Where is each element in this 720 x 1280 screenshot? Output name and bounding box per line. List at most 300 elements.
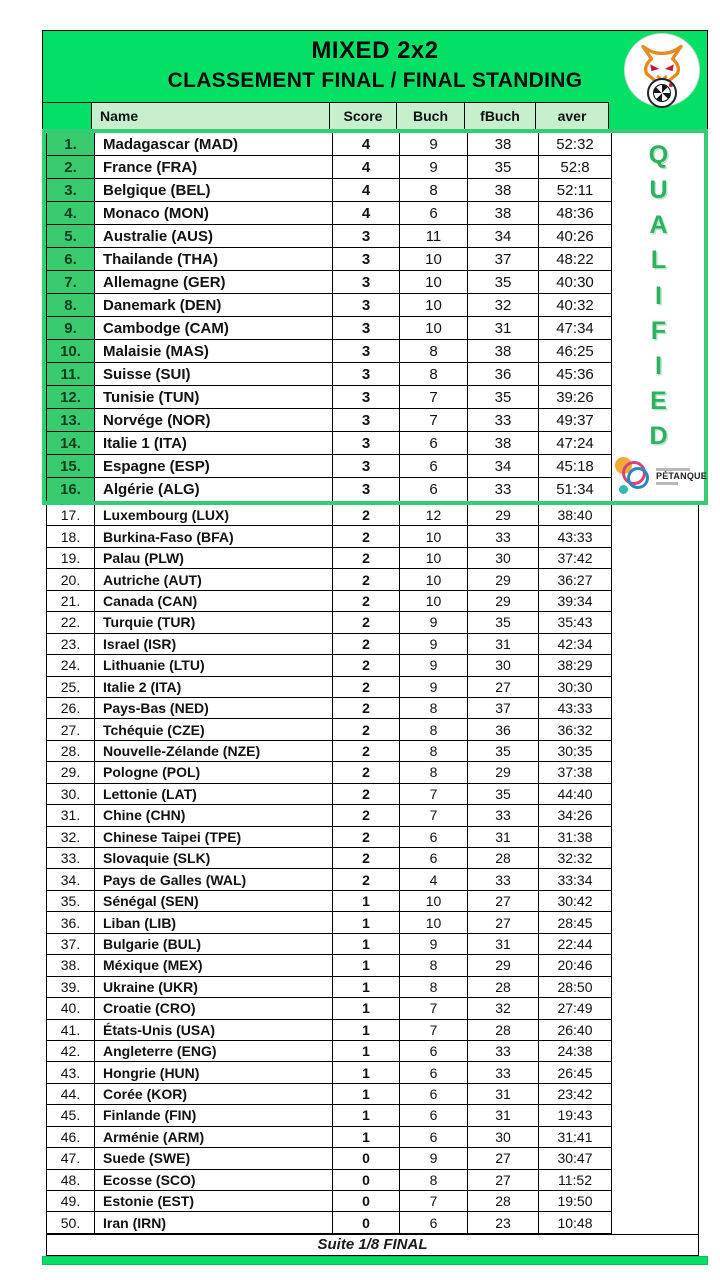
aver-cell: 24:38: [539, 1041, 612, 1062]
standing-row: [46, 741, 613, 762]
buch-cell: 8: [400, 340, 468, 363]
aver-cell: 28:50: [539, 977, 612, 998]
team-name-cell: Lithuanie (LTU): [95, 655, 333, 676]
standing-row: [46, 1084, 613, 1105]
score-cell: 4: [333, 156, 400, 179]
aver-cell: 46:25: [539, 340, 612, 363]
standing-row: [46, 478, 613, 501]
team-name-cell: Sénégal (SEN): [95, 891, 333, 912]
logo-micro-line: [656, 482, 678, 485]
fbuch-cell: 35: [468, 784, 539, 805]
aver-cell: 35:43: [539, 612, 612, 633]
score-column-header: Score: [330, 102, 397, 129]
fbuch-cell: 27: [468, 891, 539, 912]
buch-cell: 7: [400, 1020, 468, 1041]
aver-cell: 19:50: [539, 1191, 612, 1212]
buch-cell: 7: [400, 805, 468, 826]
fbuch-cell: 32: [468, 998, 539, 1019]
team-name-cell: Italie 1 (ITA): [95, 432, 333, 455]
standing-row: [46, 1170, 613, 1191]
standing-row: [46, 1148, 613, 1169]
aver-cell: 23:42: [539, 1084, 612, 1105]
qualified-block: [42, 129, 708, 505]
rank-cell: 26.: [46, 698, 95, 719]
aver-cell: 45:36: [539, 363, 612, 386]
standing-row: [46, 698, 613, 719]
team-name-cell: Chine (CHN): [95, 805, 333, 826]
score-cell: 3: [333, 225, 400, 248]
aver-cell: 28:45: [539, 912, 612, 933]
team-name-cell: Lettonie (LAT): [95, 784, 333, 805]
rank-cell: 19.: [46, 548, 95, 569]
score-cell: 1: [333, 977, 400, 998]
score-cell: 3: [333, 455, 400, 478]
fbuch-cell: 37: [468, 698, 539, 719]
rank-cell: 32.: [46, 827, 95, 848]
team-name-cell: Iran (IRN): [95, 1212, 333, 1233]
buch-cell: 9: [400, 677, 468, 698]
team-name-cell: Ukraine (UKR): [95, 977, 333, 998]
team-name-cell: Pays de Galles (WAL): [95, 869, 333, 890]
non-qualified-block: [46, 505, 699, 1234]
qualified-letter: Q: [648, 141, 669, 169]
fbuch-cell: 29: [468, 955, 539, 976]
buch-cell: 8: [400, 762, 468, 783]
score-cell: 2: [333, 677, 400, 698]
score-cell: 2: [333, 655, 400, 676]
standing-row: [46, 386, 613, 409]
standing-row: [46, 1105, 613, 1126]
team-name-cell: Hongrie (HUN): [95, 1062, 333, 1083]
team-name-cell: Slovaquie (SLK): [95, 848, 333, 869]
score-cell: 2: [333, 698, 400, 719]
header-section: [42, 30, 708, 129]
fbuch-cell: 38: [468, 179, 539, 202]
score-cell: 2: [333, 505, 400, 526]
standing-row: [46, 548, 613, 569]
team-name-cell: Canada (CAN): [95, 591, 333, 612]
footer-note: Suite 1/8 FINAL: [46, 1234, 699, 1256]
team-name-cell: Cambodge (CAM): [95, 317, 333, 340]
score-cell: 4: [333, 179, 400, 202]
rank-cell: 17.: [46, 505, 95, 526]
score-cell: 1: [333, 998, 400, 1019]
fbuch-cell: 28: [468, 977, 539, 998]
jack-ball-icon: [619, 485, 628, 494]
rank-cell: 7.: [46, 271, 95, 294]
rank-cell: 40.: [46, 998, 95, 1019]
aver-cell: 39:26: [539, 386, 612, 409]
fbuch-cell: 35: [468, 156, 539, 179]
fbuch-cell: 31: [468, 317, 539, 340]
standing-row: [46, 156, 613, 179]
team-name-cell: Belgique (BEL): [95, 179, 333, 202]
buch-cell: 7: [400, 1191, 468, 1212]
aver-cell: 42:34: [539, 634, 612, 655]
score-cell: 3: [333, 340, 400, 363]
score-cell: 3: [333, 294, 400, 317]
team-name-cell: Pays-Bas (NED): [95, 698, 333, 719]
aver-column-header: aver: [536, 102, 609, 129]
buch-cell: 6: [400, 202, 468, 225]
aver-cell: 30:42: [539, 891, 612, 912]
rank-cell: 43.: [46, 1062, 95, 1083]
standing-row: [46, 848, 613, 869]
score-cell: 2: [333, 869, 400, 890]
standing-row: [46, 340, 613, 363]
buch-cell: 6: [400, 1062, 468, 1083]
rank-cell: 28.: [46, 741, 95, 762]
team-name-cell: Palau (PLW): [95, 548, 333, 569]
qualified-letter: I: [655, 351, 662, 380]
rank-cell: 41.: [46, 1020, 95, 1041]
score-cell: 0: [333, 1191, 400, 1212]
buch-cell: 8: [400, 977, 468, 998]
aver-cell: 43:33: [539, 698, 612, 719]
standing-row: [46, 955, 613, 976]
rank-cell: 25.: [46, 677, 95, 698]
standing-row: [46, 363, 613, 386]
standing-row: [46, 569, 613, 590]
fbuch-cell: 27: [468, 677, 539, 698]
buch-cell: 10: [400, 526, 468, 547]
buch-cell: 6: [400, 1041, 468, 1062]
rank-cell: 35.: [46, 891, 95, 912]
buch-cell: 7: [400, 784, 468, 805]
fbuch-cell: 38: [468, 340, 539, 363]
score-cell: 2: [333, 569, 400, 590]
team-name-cell: Danemark (DEN): [95, 294, 333, 317]
standing-row: [46, 294, 613, 317]
fbuch-cell: 29: [468, 762, 539, 783]
buch-column-header: Buch: [397, 102, 465, 129]
qualified-letter: A: [649, 211, 668, 240]
fbuch-cell: 27: [468, 1148, 539, 1169]
rank-cell: 22.: [46, 612, 95, 633]
aver-cell: 33:34: [539, 869, 612, 890]
score-cell: 4: [333, 133, 400, 156]
buch-cell: 10: [400, 271, 468, 294]
rank-cell: 45.: [46, 1105, 95, 1126]
score-cell: 1: [333, 1105, 400, 1126]
score-cell: 2: [333, 784, 400, 805]
fbuch-cell: 35: [468, 612, 539, 633]
buch-cell: 9: [400, 934, 468, 955]
qualified-letter: E: [650, 386, 667, 415]
fbuch-cell: 30: [468, 548, 539, 569]
team-name-cell: Suede (SWE): [95, 1148, 333, 1169]
rank-cell: 29.: [46, 762, 95, 783]
rank-cell: 30.: [46, 784, 95, 805]
aver-cell: 52:32: [539, 133, 612, 156]
team-name-cell: France (FRA): [95, 156, 333, 179]
team-name-cell: Espagne (ESP): [95, 455, 333, 478]
buch-cell: 8: [400, 363, 468, 386]
score-cell: 0: [333, 1170, 400, 1191]
qualified-letter: D: [649, 422, 668, 450]
buch-cell: 10: [400, 317, 468, 340]
team-name-cell: Italie 2 (ITA): [95, 677, 333, 698]
bottom-green-bar: [42, 1256, 708, 1265]
rank-cell: 16.: [46, 478, 95, 501]
team-name-cell: États-Unis (USA): [95, 1020, 333, 1041]
score-cell: 2: [333, 848, 400, 869]
score-cell: 2: [333, 634, 400, 655]
aver-cell: 31:41: [539, 1127, 612, 1148]
fbuch-cell: 27: [468, 1170, 539, 1191]
rank-cell: 1.: [46, 133, 95, 156]
team-name-cell: Tchéquie (CZE): [95, 719, 333, 740]
standing-row: [46, 891, 613, 912]
team-name-cell: Arménie (ARM): [95, 1127, 333, 1148]
buch-cell: 8: [400, 1170, 468, 1191]
team-name-cell: Burkina-Faso (BFA): [95, 526, 333, 547]
buch-cell: 9: [400, 612, 468, 633]
standing-row: [46, 202, 613, 225]
fbuch-cell: 28: [468, 1020, 539, 1041]
fbuch-cell: 33: [468, 478, 539, 501]
qualified-side-column: [613, 133, 707, 501]
score-cell: 2: [333, 827, 400, 848]
qualified-letter: F: [650, 316, 667, 345]
aver-cell: 30:35: [539, 741, 612, 762]
team-name-cell: Monaco (MON): [95, 202, 333, 225]
buch-cell: 10: [400, 248, 468, 271]
team-name-cell: Madagascar (MAD): [95, 133, 333, 156]
score-cell: 2: [333, 741, 400, 762]
fbuch-cell: 34: [468, 225, 539, 248]
rank-cell: 36.: [46, 912, 95, 933]
score-cell: 1: [333, 1020, 400, 1041]
aver-cell: 37:38: [539, 762, 612, 783]
fbuch-cell: 38: [468, 202, 539, 225]
buch-cell: 9: [400, 133, 468, 156]
buch-cell: 9: [400, 1148, 468, 1169]
aver-cell: 52:8: [539, 156, 612, 179]
standing-row: [46, 719, 613, 740]
team-name-cell: Turquie (TUR): [95, 612, 333, 633]
buch-cell: 10: [400, 294, 468, 317]
petanque-balls-icon: [615, 455, 653, 497]
buch-cell: 6: [400, 1105, 468, 1126]
score-cell: 3: [333, 248, 400, 271]
aver-cell: 30:47: [539, 1148, 612, 1169]
aver-cell: 52:11: [539, 179, 612, 202]
standing-row: [46, 1191, 613, 1212]
standing-row: [46, 1127, 613, 1148]
buch-cell: 6: [400, 848, 468, 869]
standing-row: [46, 133, 613, 156]
team-name-cell: Liban (LIB): [95, 912, 333, 933]
score-cell: 3: [333, 409, 400, 432]
standing-row: [46, 505, 613, 526]
rank-cell: 27.: [46, 719, 95, 740]
aver-cell: 36:27: [539, 569, 612, 590]
buch-cell: 6: [400, 478, 468, 501]
team-name-cell: Nouvelle-Zélande (NZE): [95, 741, 333, 762]
rank-cell: 37.: [46, 934, 95, 955]
fbuch-cell: 23: [468, 1212, 539, 1233]
aver-cell: 32:32: [539, 848, 612, 869]
buch-cell: 4: [400, 869, 468, 890]
aver-cell: 51:34: [539, 478, 612, 501]
standing-row: [46, 634, 613, 655]
aver-cell: 48:22: [539, 248, 612, 271]
buch-cell: 8: [400, 955, 468, 976]
petanque-federation-logo: [615, 455, 707, 497]
buch-cell: 9: [400, 655, 468, 676]
fbuch-cell: 29: [468, 591, 539, 612]
score-cell: 3: [333, 317, 400, 340]
score-cell: 2: [333, 548, 400, 569]
team-name-cell: Australie (AUS): [95, 225, 333, 248]
score-cell: 1: [333, 891, 400, 912]
fbuch-cell: 33: [468, 869, 539, 890]
fbuch-cell: 31: [468, 1084, 539, 1105]
petanque-ball-emblem-icon: [647, 78, 677, 108]
aver-cell: 11:52: [539, 1170, 612, 1191]
aver-cell: 43:33: [539, 526, 612, 547]
team-name-cell: Israel (ISR): [95, 634, 333, 655]
buch-cell: 9: [400, 156, 468, 179]
team-name-cell: Tunisie (TUN): [95, 386, 333, 409]
score-cell: 1: [333, 1127, 400, 1148]
buch-cell: 6: [400, 1212, 468, 1233]
rank-column-header: [43, 102, 92, 129]
fbuch-cell: 33: [468, 409, 539, 432]
standing-row: [46, 934, 613, 955]
fbuch-cell: 33: [468, 1041, 539, 1062]
standing-row: [46, 179, 613, 202]
aver-cell: 47:24: [539, 432, 612, 455]
rank-cell: 6.: [46, 248, 95, 271]
standing-row: [46, 977, 613, 998]
buch-cell: 7: [400, 386, 468, 409]
buch-cell: 6: [400, 827, 468, 848]
standing-row: [46, 784, 613, 805]
buch-cell: 11: [400, 225, 468, 248]
aver-cell: 10:48: [539, 1212, 612, 1233]
rank-cell: 34.: [46, 869, 95, 890]
score-cell: 3: [333, 363, 400, 386]
buch-cell: 10: [400, 548, 468, 569]
aver-cell: 19:43: [539, 1105, 612, 1126]
score-cell: 2: [333, 719, 400, 740]
standing-row: [46, 455, 613, 478]
team-name-cell: Pologne (POL): [95, 762, 333, 783]
team-name-cell: Croatie (CRO): [95, 998, 333, 1019]
score-cell: 2: [333, 762, 400, 783]
aver-cell: 49:37: [539, 409, 612, 432]
fbuch-cell: 27: [468, 912, 539, 933]
aver-cell: 38:29: [539, 655, 612, 676]
buch-cell: 10: [400, 912, 468, 933]
rank-cell: 42.: [46, 1041, 95, 1062]
fbuch-cell: 29: [468, 505, 539, 526]
aver-cell: 30:30: [539, 677, 612, 698]
score-cell: 1: [333, 934, 400, 955]
buch-cell: 7: [400, 998, 468, 1019]
buch-cell: 6: [400, 1084, 468, 1105]
non-qualified-rows: [46, 505, 613, 1234]
team-name-cell: Luxembourg (LUX): [95, 505, 333, 526]
aver-cell: 31:38: [539, 827, 612, 848]
standing-row: [46, 762, 613, 783]
fbuch-cell: 31: [468, 634, 539, 655]
score-cell: 1: [333, 1084, 400, 1105]
score-cell: 1: [333, 912, 400, 933]
fbuch-cell: 33: [468, 805, 539, 826]
score-cell: 1: [333, 1041, 400, 1062]
aver-cell: 27:49: [539, 998, 612, 1019]
buch-cell: 12: [400, 505, 468, 526]
standing-row: [46, 655, 613, 676]
fbuch-cell: 30: [468, 655, 539, 676]
qualified-letter: I: [655, 281, 662, 310]
petanque-logo-text: [656, 467, 707, 486]
rank-cell: 9.: [46, 317, 95, 340]
fbuch-column-header: fBuch: [465, 102, 536, 129]
fbuch-cell: 33: [468, 1062, 539, 1083]
standing-row: [46, 998, 613, 1019]
ball-icon: [653, 84, 671, 102]
rank-cell: 21.: [46, 591, 95, 612]
qualified-rows: [46, 133, 613, 501]
buch-cell: 10: [400, 591, 468, 612]
rank-cell: 46.: [46, 1127, 95, 1148]
fbuch-cell: 35: [468, 271, 539, 294]
qualified-letter: U: [649, 176, 668, 205]
team-name-cell: Suisse (SUI): [95, 363, 333, 386]
rank-cell: 20.: [46, 569, 95, 590]
standing-row: [46, 526, 613, 547]
standing-row: [46, 869, 613, 890]
rank-cell: 8.: [46, 294, 95, 317]
rank-cell: 44.: [46, 1084, 95, 1105]
rank-cell: 2.: [46, 156, 95, 179]
buch-cell: 6: [400, 1127, 468, 1148]
fbuch-cell: 35: [468, 741, 539, 762]
standing-row: [46, 317, 613, 340]
team-name-cell: Bulgarie (BUL): [95, 934, 333, 955]
fbuch-cell: 38: [468, 133, 539, 156]
rank-cell: 15.: [46, 455, 95, 478]
standing-row: [46, 591, 613, 612]
team-name-cell: Allemagne (GER): [95, 271, 333, 294]
standing-row: [46, 432, 613, 455]
aver-cell: 22:44: [539, 934, 612, 955]
buch-cell: 8: [400, 719, 468, 740]
buch-cell: 10: [400, 891, 468, 912]
team-name-cell: Méxique (MEX): [95, 955, 333, 976]
standing-row: [46, 1020, 613, 1041]
aver-cell: 48:36: [539, 202, 612, 225]
title-bar: [43, 31, 707, 102]
rank-cell: 47.: [46, 1148, 95, 1169]
standing-row: [46, 1041, 613, 1062]
fbuch-cell: 35: [468, 386, 539, 409]
rank-cell: 5.: [46, 225, 95, 248]
qualified-letter: L: [650, 246, 667, 275]
score-cell: 3: [333, 432, 400, 455]
rank-cell: 4.: [46, 202, 95, 225]
score-cell: 2: [333, 526, 400, 547]
team-name-cell: Autriche (AUT): [95, 569, 333, 590]
red-dot-icon: [669, 83, 673, 87]
score-cell: 3: [333, 271, 400, 294]
aver-cell: 40:32: [539, 294, 612, 317]
name-column-header: Name: [92, 102, 330, 129]
